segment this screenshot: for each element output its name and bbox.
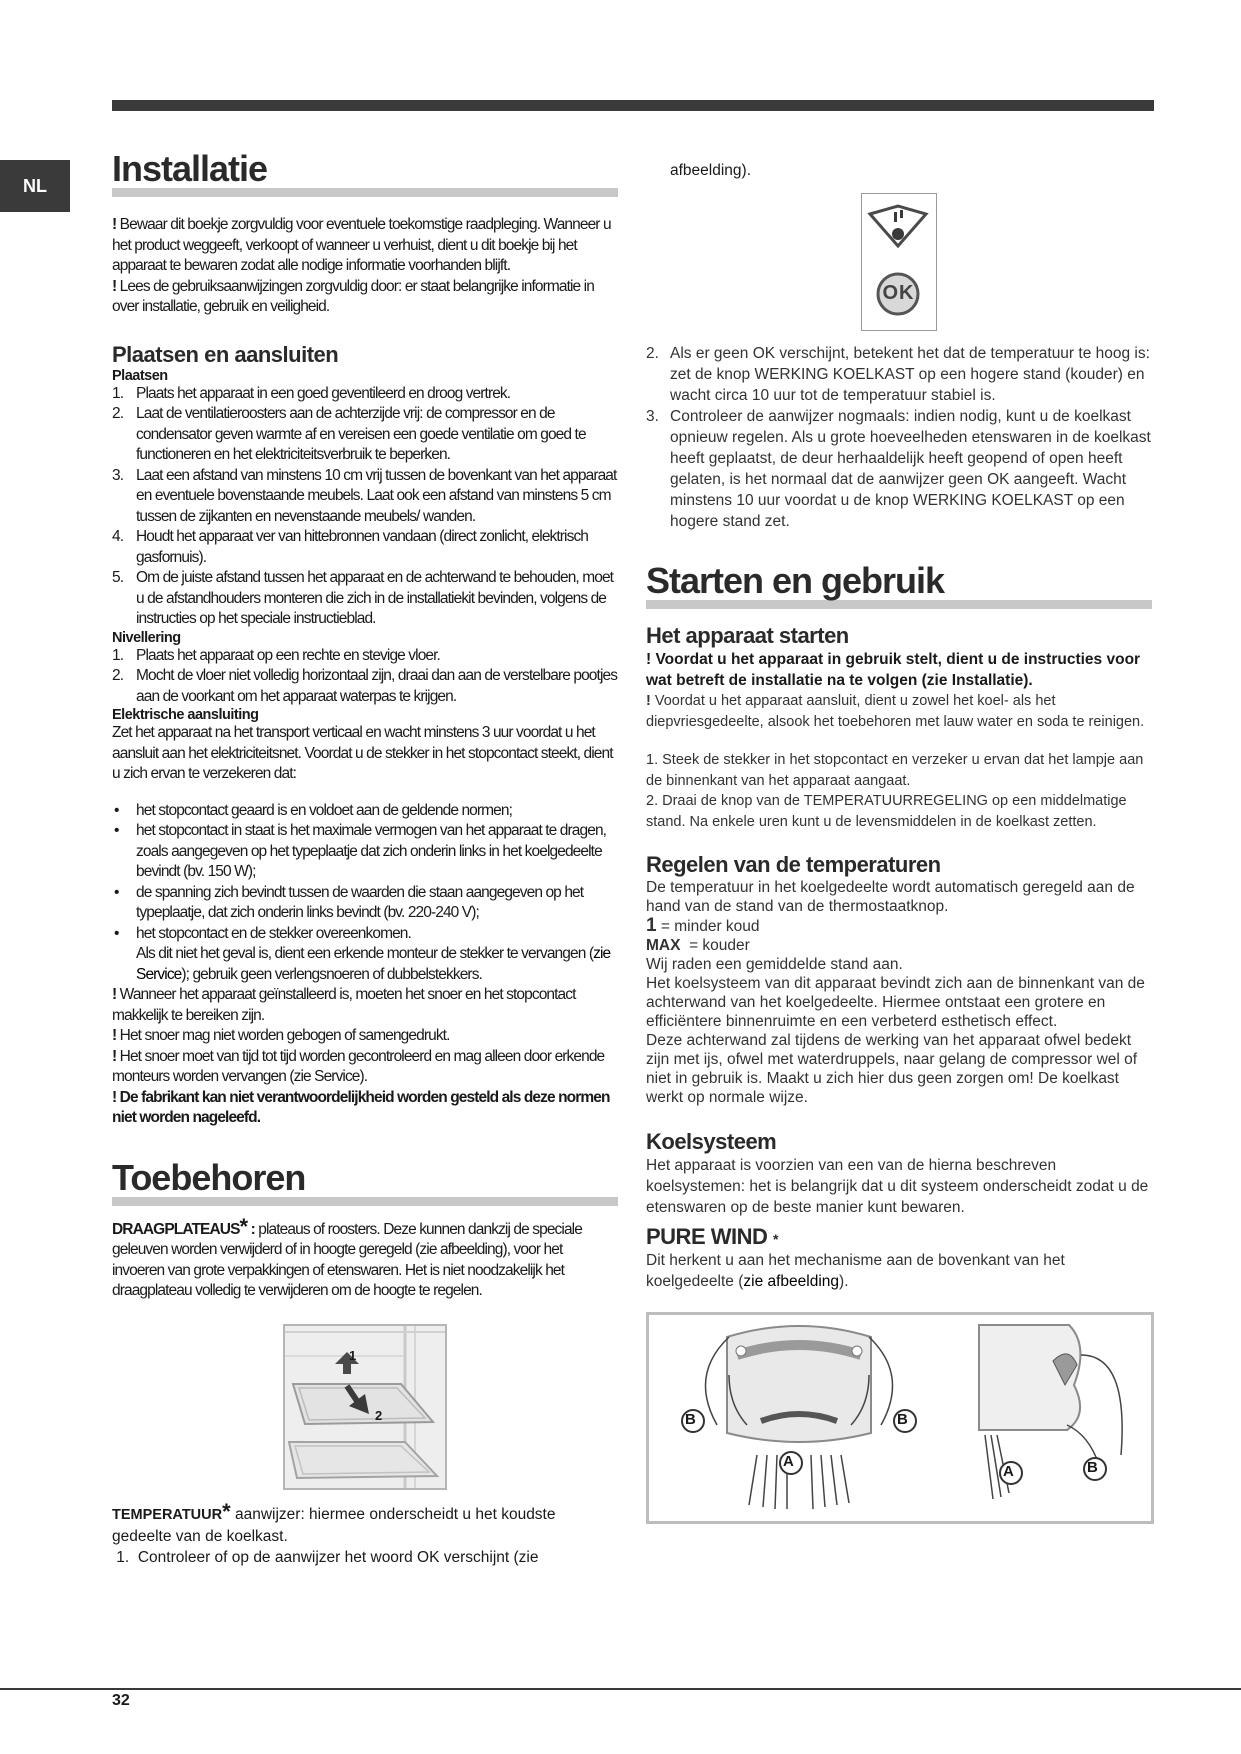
- koelsysteem-paragraph-2: Deze achterwand zal tijdens de werking van het apparaat ofwel bedekt zijn met ijs, ofwel met waterdruppels, naar gelang de compressor wel of niet in gebruik is. Maakt u zich hier dus geen zorgen om! De koelkast werkt op normale wijze.: [646, 1032, 1138, 1106]
- nivellering-subheading: Nivellering: [112, 629, 181, 646]
- list-item: 3. Controleer de aanwijzer nogmaals: indien nodig, kunt u de koelkast opnieuw regelen. Als u grote hoeveelheden etenswaren in de koelkast heeft geplaatst, de deur herhaaldelijk heeft geopend of open heeft gelaten, is het normaal dat de aanwijzer geen OK aangeeft. Wacht minstens 10 uur voordat u de knop WERKING KOELKAST op een hogere stand zet.: [646, 408, 1151, 530]
- setting-min: 1 = minder koud: [646, 915, 760, 936]
- starten-title: Starten en gebruik: [646, 562, 1152, 609]
- language-tab: NL: [0, 160, 70, 212]
- plaatsen-heading: Plaatsen en aansluiten: [112, 341, 339, 367]
- apparaat-starten-heading: Het apparaat starten: [646, 623, 849, 648]
- warning-4: ! De fabrikant kan niet verantwoordelijkheid worden gesteld als deze normen niet worden nageleefd.: [112, 1088, 610, 1126]
- toebehoren-title: Toebehoren: [112, 1159, 618, 1206]
- zie-service-link[interactable]: zie Service: [136, 945, 611, 983]
- plaatsen-list: [112, 384, 618, 630]
- elektrisch-subheading: Elektrische aansluiting: [112, 707, 259, 723]
- zie-afbeelding-link[interactable]: zie: [518, 1548, 539, 1566]
- figure-label-b-left: B: [685, 1411, 696, 1428]
- draagplateaus-text: DRAAGPLATEAUS* : plateaus of roosters. Deze kunnen dankzij de speciale geleuven worden verwijderd of in hoogte geregeld (zie afbeelding), voor het invoeren van grote verpakkingen of etenswaren. Het is niet noodzakelijk het draagplateau volledig te verwijderen om de hoogte te regelen.: [112, 1213, 582, 1299]
- setting-max: MAX = kouder: [646, 937, 750, 954]
- intro-paragraph-2: ! Lees de gebruiksaanwijzingen zorgvuldig door: er staat belangrijke informatie in over installatie, gebruik en veiligheid.: [112, 277, 594, 315]
- figure-label-1: 1: [349, 1347, 357, 1363]
- page-number: 32: [112, 1692, 130, 1709]
- pure-wind-text: Dit herkent u aan het mechanisme aan de bovenkant van het koelgedeelte (zie afbeelding).: [646, 1252, 1065, 1290]
- temperatuur-list: [646, 343, 1152, 532]
- plaatsen-subheading: Plaatsen: [112, 367, 168, 384]
- zie-service-link[interactable]: zie Service: [293, 1068, 360, 1085]
- regelen-heading: Regelen van de temperaturen: [646, 852, 941, 877]
- list-item: 5. Om de juiste afstand tussen het apparaat en de achterwand te behouden, moet u de afstandhouders monteren die zich in de installatiekit bevinden, volgens de instructies op het speciale instructieblad.: [112, 569, 614, 627]
- starten-bold-warning: ! Voordat u het apparaat in gebruik stelt, dient u de instructies voor wat betreft de installatie na te volgen (zie Installatie).: [646, 651, 1141, 689]
- top-rule: [112, 100, 1154, 111]
- temperatuur-step-1: 1. Controleer of op de aanwijzer het woord OK verschijnt (zie: [112, 1548, 539, 1566]
- list-item: 1. Plaats het apparaat op een rechte en stevige vloer.: [112, 646, 440, 664]
- intro-paragraph-1: ! Bewaar dit boekje zorgvuldig voor eventuele toekomstige raadpleging. Wanneer u het product weggeeft, verkoopt of wanneer u verhuist, dient u dit boekje bij het apparaat te bewaren zodat alle nodige informatie voorhanden blijft.: [112, 216, 611, 274]
- koelsysteem-heading: Koelsysteem: [646, 1129, 777, 1154]
- pure-wind-heading: PURE WIND *: [646, 1224, 778, 1249]
- list-item: 4. Houdt het apparaat ver van hittebronnen vandaan (direct zonlicht, elektrisch gasfornuis).: [112, 528, 589, 566]
- warning-3: ! Het snoer moet van tijd tot tijd worden gecontroleerd en mag alleen door erkende monteurs worden vervangen (zie Service).: [112, 1047, 605, 1085]
- list-item: 2. Mocht de vloer niet volledig horizontaal zijn, draai dan aan de verstelbare pootjes aan de voorkant om het apparaat waterpas te krijgen.: [112, 667, 618, 705]
- left-column: [112, 150, 618, 1568]
- ok-indicator-figure: [861, 193, 937, 331]
- zie-afbeelding-link[interactable]: zie afbeelding: [743, 1273, 840, 1290]
- figure-label-2: 2: [375, 1407, 383, 1423]
- starten-step-2: 2. Draai de knop van de TEMPERATUURREGELING op een middelmatige stand. Na enkele uren kunt u de levensmiddelen in de koelkast zetten.: [646, 793, 1127, 830]
- advice-text: Wij raden een gemiddelde stand aan.: [646, 956, 903, 973]
- elektrisch-bullets: [112, 801, 618, 986]
- figure-label-b-side: B: [1087, 1459, 1098, 1476]
- list-item: • de spanning zich bevindt tussen de waarden die staan aangegeven op het typeplaatje, dat zich onderin links bevindt (bv. 220-240 V);: [112, 883, 618, 924]
- nivellering-list: [112, 646, 618, 708]
- regelen-text: De temperatuur in het koelgedeelte wordt automatisch geregeld aan de hand van de stand van de thermostaatknop.: [646, 879, 1135, 915]
- zie-afbeelding-link-cont[interactable]: afbeelding: [670, 162, 742, 179]
- figure-label-a-front: A: [783, 1453, 794, 1470]
- list-item: 2. Als er geen OK verschijnt, betekent het dat de temperatuur te hoog is: zet de knop WERKING KOELKAST op een hogere stand (kouder) en wacht circa 10 uur tot de temperatuur stabiel is.: [646, 345, 1150, 404]
- right-column: [646, 160, 1152, 1524]
- figure-label-a-side: A: [1003, 1463, 1014, 1480]
- warning-1: ! Wanneer het apparaat geïnstalleerd is, moeten het snoer en het stopcontact makkelijk te bereiken zijn.: [112, 986, 576, 1024]
- installatie-intro: [112, 215, 618, 318]
- list-item: 3. Laat een afstand van minstens 10 cm vrij tussen de bovenkant van het apparaat en eventuele bovenstaande meubels. Laat ook een afstand van minstens 5 cm tussen de zijkanten en nevenstaande meubels/ wanden.: [112, 466, 617, 525]
- list-item: • het stopcontact en de stekker overeenkomen. Als dit niet het geval is, dient een erkende monteur de stekker te vervangen (zie Service); gebruik geen verlengsnoeren of dubbelstekkers.: [112, 924, 618, 986]
- ok-label: OK: [882, 282, 915, 304]
- list-item: • het stopcontact geaard is en voldoet aan de geldende normen;: [112, 801, 618, 822]
- shelf-figure: [283, 1324, 447, 1490]
- temperature-indicator-illustration: [862, 194, 935, 329]
- koelsysteem-paragraph-1: Het koelsysteem van dit apparaat bevindt zich aan de binnenkant van de achterwand van het koelgedeelte. Hiermee ontstaat een grotere en efficiëntere binnenruimte en een verbeterd esthetisch effect.: [646, 975, 1145, 1030]
- installatie-title: Installatie: [112, 150, 618, 197]
- list-item: 1. Plaats het apparaat in een goed geventileerd en droog vertrek.: [112, 384, 511, 402]
- list-item: 2. Laat de ventilatieroosters aan de achterzijde vrij: de compressor en de condensator geven warmte af en vereisen een goede ventilatie om goed te functioneren en het elektriciteitsverbruik te beperken.: [112, 405, 586, 463]
- list-item: • het stopcontact in staat is het maximale vermogen van het apparaat te dragen, zoals aangegeven op het typeplaatje dat zich onderin links in het koelgedeelte bevindt (bv. 150 W);: [112, 821, 618, 883]
- koelsysteem-text: Het apparaat is voorzien van een van de hierna beschreven koelsystemen: het is belangrijk dat u dit systeem onderscheidt zodat u de etenswaren op de beste manier kunt bewaren.: [646, 1157, 1149, 1216]
- starten-warning-2: ! Voordat u het apparaat aansluit, dient u zowel het koel- als het diepvriesgedeelte, alsook het toebehoren met lauw water en soda te reinigen.: [646, 693, 1145, 730]
- bottom-rule: [0, 1688, 1241, 1690]
- pure-wind-figure: [646, 1312, 1154, 1524]
- temperatuur-text: TEMPERATUUR* aanwijzer: hiermee onderscheidt u het koudste gedeelte van de koelkast.: [112, 1498, 556, 1545]
- elektrisch-text: Zet het apparaat na het transport verticaal en wacht minstens 3 uur voordat u het aansluit aan het elektriciteitsnet. Voordat u de stekker in het stopcontact steekt, dient u zich ervan te verzekeren dat:: [112, 724, 613, 782]
- shelf-illustration: [285, 1326, 445, 1488]
- temperatuur-step-1-cont: afbeelding).: [670, 162, 752, 179]
- starten-step-1: 1. Steek de stekker in het stopcontact en verzeker u ervan dat het lampje aan de binnenkant van het apparaat aangaat.: [646, 752, 1144, 789]
- warning-2: ! Het snoer mag niet worden gebogen of samengedrukt.: [112, 1027, 450, 1044]
- warnings: [112, 985, 618, 1129]
- figure-label-b-right: B: [897, 1411, 908, 1428]
